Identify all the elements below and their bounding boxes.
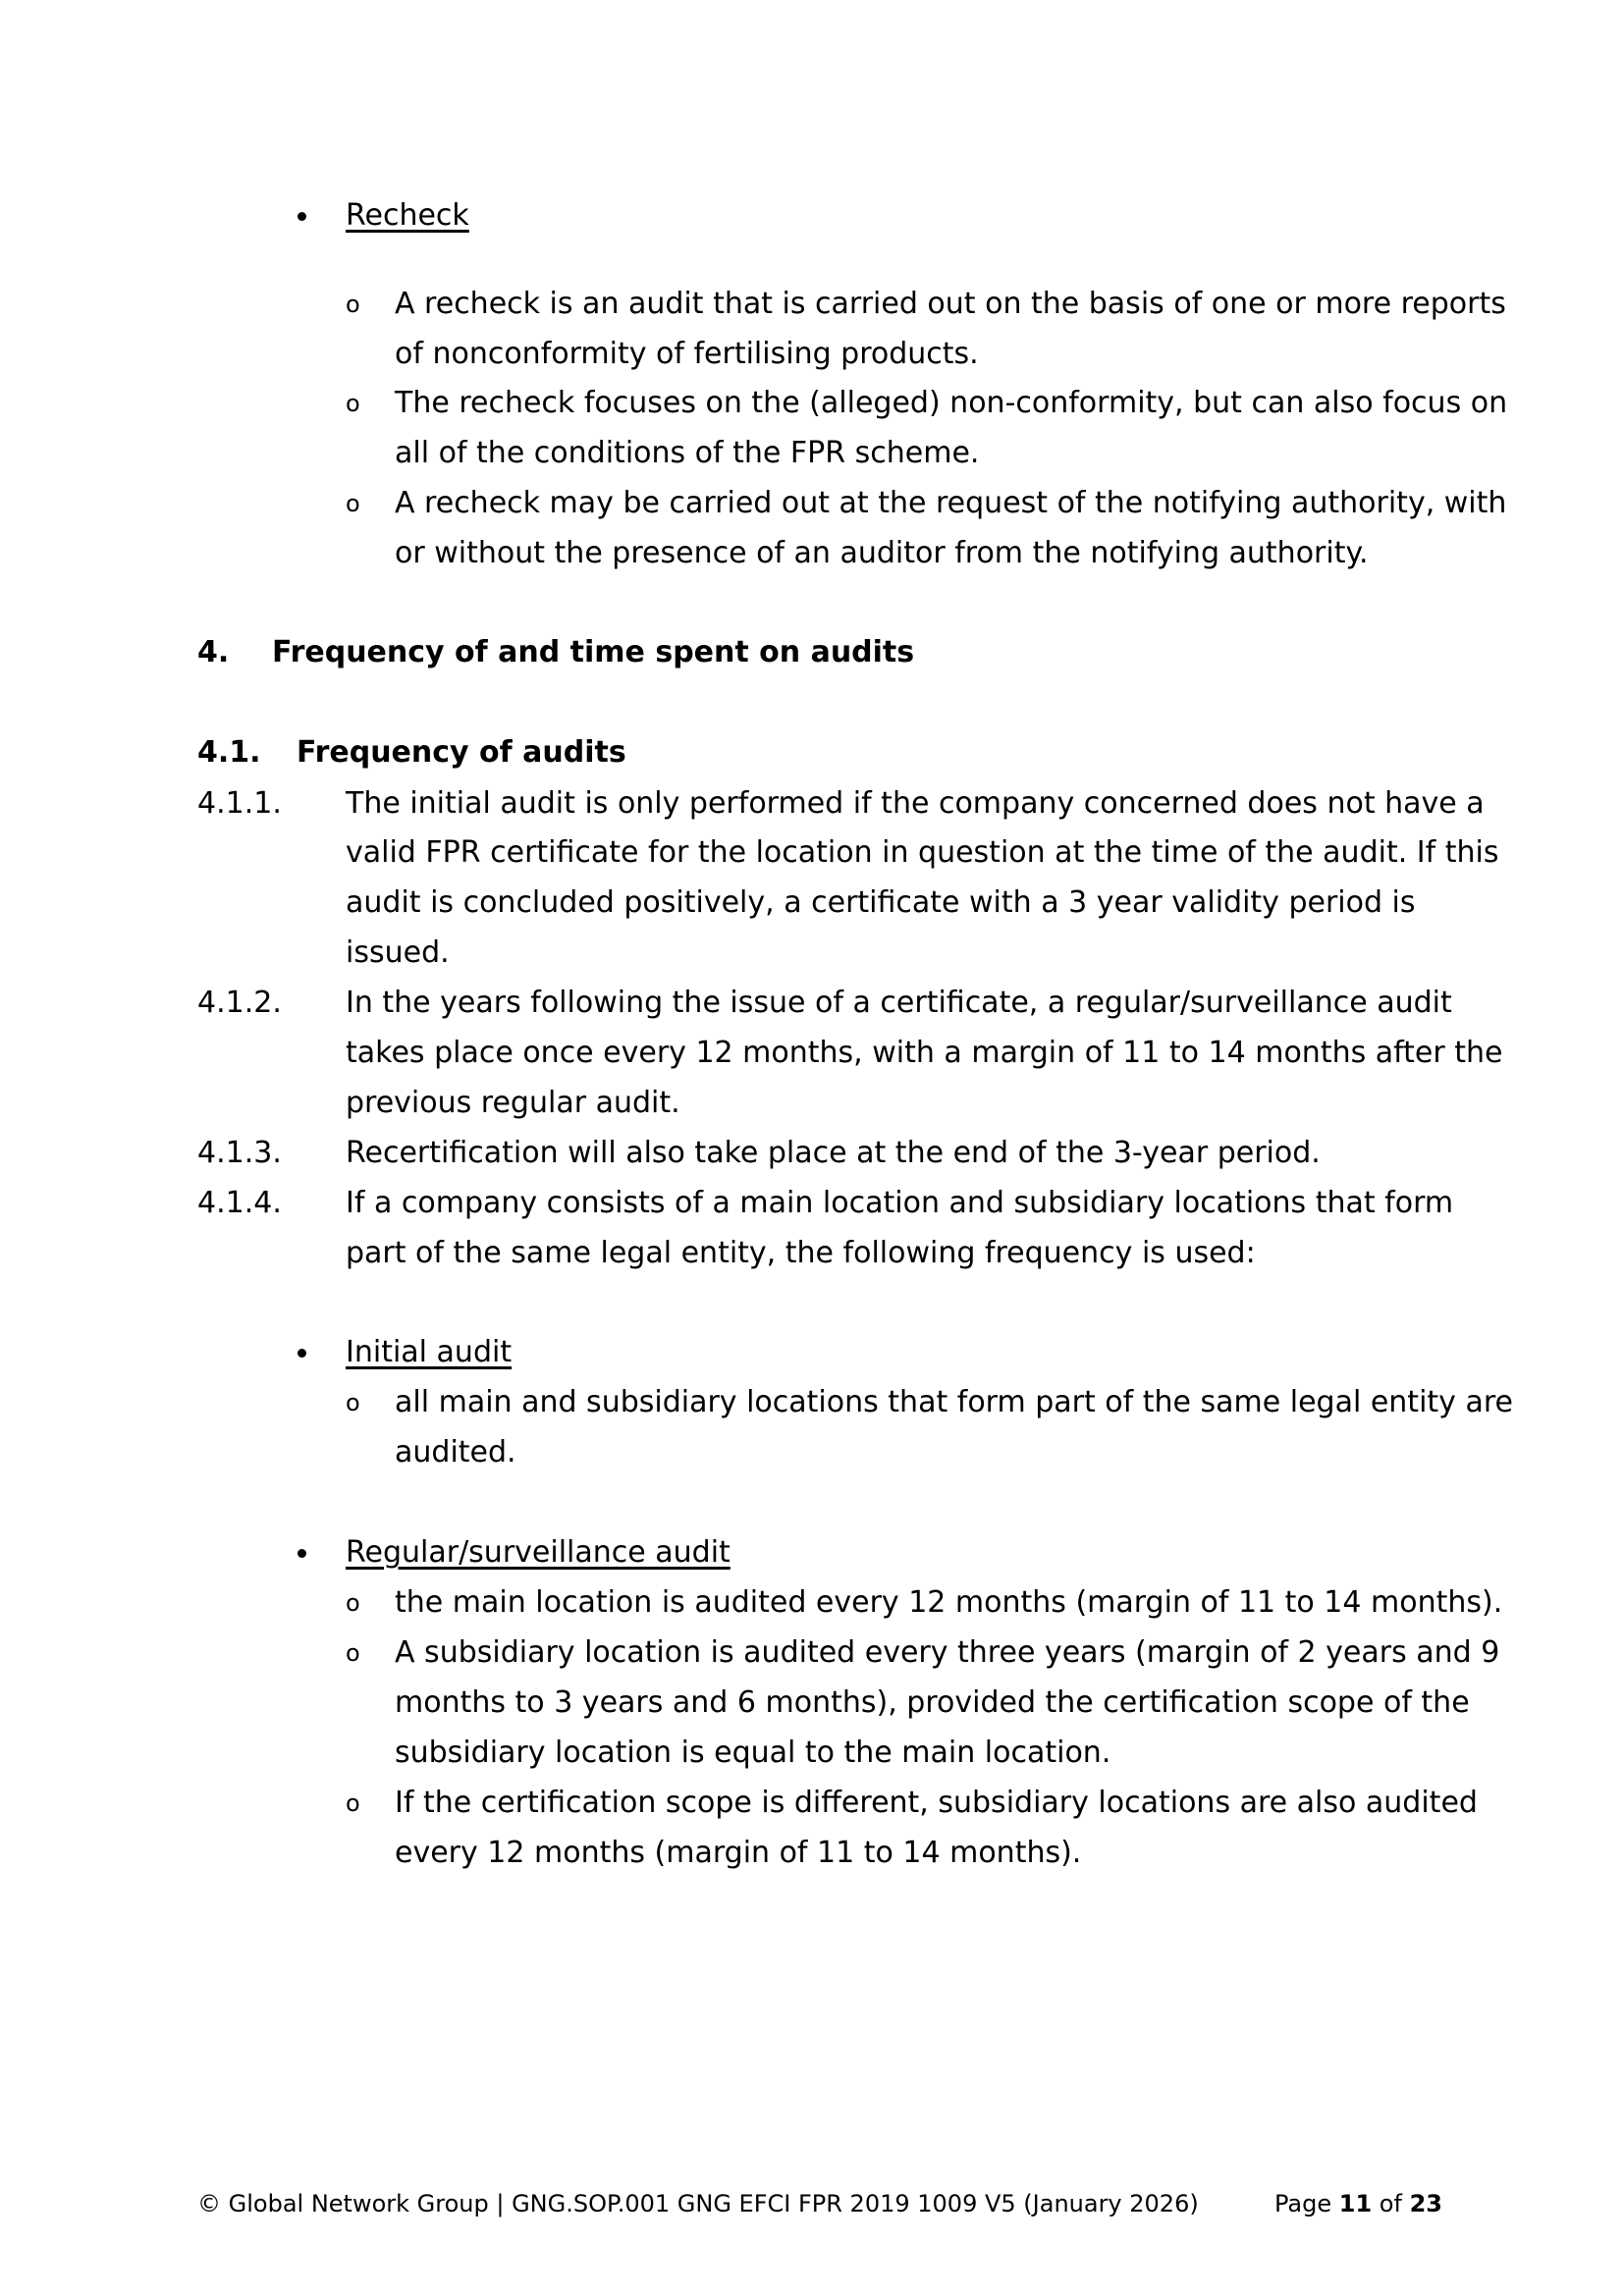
clause-4-1-3-line-1: Recertification will also take place at the end of the 3-year period. [346,1136,1321,1170]
initial-audit-heading: Initial audit [346,1335,513,1369]
sub-bullet-icon: o [346,1589,360,1617]
clause-4-1-1-line-4: issued. [346,935,450,970]
recheck-item-2-line-1: The recheck focuses on the (alleged) non-conformity, but can also focus on [395,386,1508,420]
bullet-icon [298,1349,306,1358]
clause-4-1-2-number: 4.1.2. [197,986,282,1020]
initial-audit-item-1-line-2: audited. [395,1435,516,1469]
regular-audit-item-2-line-3: subsidiary location is equal to the main location. [395,1735,1111,1770]
footer-page-number [1274,2187,1442,2220]
clause-4-1-2-line-3: previous regular audit. [346,1086,680,1120]
clause-4-1-4-line-2: part of the same legal entity, the following frequency is used: [346,1236,1256,1270]
clause-4-1-2-line-2: takes place once every 12 months, with a margin of 11 to 14 months after the [346,1036,1503,1070]
initial-audit-item-1-line-1: all main and subsidiary locations that form part of the same legal entity are [395,1385,1513,1419]
regular-audit-heading: Regular/surveillance audit [346,1535,731,1570]
recheck-item-2-line-2: all of the conditions of the FPR scheme. [395,436,980,470]
clause-4-1-3-number: 4.1.3. [197,1136,282,1170]
clause-4-1-1-line-1: The initial audit is only performed if the company concerned does not have a [346,786,1485,821]
section-4-title: Frequency of and time spent on audits [272,635,915,669]
section-4-number: 4. [197,635,230,669]
clause-4-1-2-line-1: In the years following the issue of a certificate, a regular/surveillance audit [346,986,1452,1020]
clause-4-1-1-line-2: valid FPR certificate for the location in question at the time of the audit. If this [346,835,1499,870]
bullet-icon [298,1549,306,1558]
clause-4-1-4-line-1: If a company consists of a main location and subsidiary locations that form [346,1186,1454,1220]
bullet-icon [298,212,306,221]
section-4-1-title: Frequency of audits [297,735,626,770]
sub-bullet-icon: o [346,291,360,318]
regular-audit-item-2-line-2: months to 3 years and 6 months), provided the certification scope of the [395,1685,1470,1720]
sub-bullet-icon: o [346,1639,360,1667]
recheck-heading: Recheck [346,198,469,233]
footer-copyright: © Global Network Group | GNG.SOP.001 GNG EFCI FPR 2019 1009 V5 (January 2026) [197,2190,1199,2217]
sub-bullet-icon: o [346,390,360,417]
page-of: of [1379,2190,1402,2217]
page-label: Page [1274,2190,1332,2217]
sub-bullet-icon: o [346,1389,360,1416]
recheck-item-3-line-2: or without the presence of an auditor from the notifying authority. [395,536,1369,570]
recheck-item-1-line-2: of nonconformity of fertilising products. [395,337,979,371]
section-4-1-number: 4.1. [197,735,261,770]
recheck-item-3-line-1: A recheck may be carried out at the request of the notifying authority, with [395,486,1507,520]
page-current: 11 [1338,2190,1373,2217]
recheck-item-1-line-1: A recheck is an audit that is carried out on the basis of one or more reports [395,287,1506,321]
regular-audit-item-3-line-2: every 12 months (margin of 11 to 14 months). [395,1836,1082,1870]
regular-audit-item-2-line-1: A subsidiary location is audited every three years (margin of 2 years and 9 [395,1635,1500,1670]
regular-audit-item-1-line-1: the main location is audited every 12 months (margin of 11 to 14 months). [395,1585,1503,1620]
regular-audit-item-3-line-1: If the certification scope is different, subsidiary locations are also audited [395,1786,1478,1820]
sub-bullet-icon: o [346,1789,360,1817]
sub-bullet-icon: o [346,490,360,517]
page-total: 23 [1409,2190,1442,2217]
clause-4-1-1-line-3: audit is concluded positively, a certificate with a 3 year validity period is [346,885,1416,920]
clause-4-1-4-number: 4.1.4. [197,1186,282,1220]
clause-4-1-1-number: 4.1.1. [197,786,282,821]
